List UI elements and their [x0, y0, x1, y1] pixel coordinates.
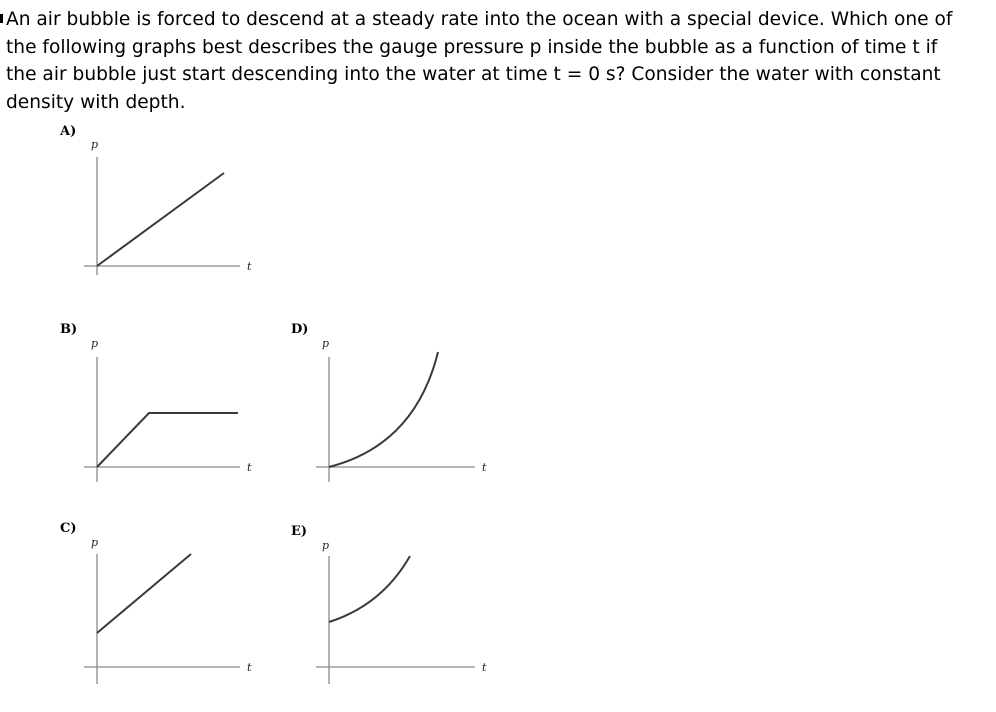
option-c-label: C)	[60, 521, 77, 536]
graph-option-a	[84, 138, 252, 275]
graph-b-x-axis-label: t	[247, 461, 252, 474]
graph-c-x-axis-label: t	[247, 661, 252, 674]
option-d-label: D)	[291, 322, 309, 337]
graph-option-d	[316, 337, 487, 482]
graph-a-y-axis-label: p	[91, 138, 99, 151]
graph-d-x-axis-label: t	[482, 461, 487, 474]
graph-b-y-axis-label: p	[91, 337, 99, 350]
graph-option-e	[316, 539, 487, 684]
graph-option-b	[84, 337, 252, 482]
option-a-label: A)	[60, 124, 77, 139]
graph-e-curve	[329, 556, 410, 622]
graph-option-c	[84, 536, 252, 684]
graph-d-curve	[329, 352, 438, 467]
graph-c-y-axis-label: p	[91, 536, 99, 549]
graph-d-y-axis-label: p	[322, 337, 330, 350]
graph-e-x-axis-label: t	[482, 661, 487, 674]
graph-a-curve	[97, 173, 224, 266]
graph-e-y-axis-label: p	[322, 539, 330, 552]
graph-c-curve	[97, 554, 191, 633]
graph-b-curve	[97, 413, 238, 467]
option-e-label: E)	[291, 524, 308, 539]
graph-a-x-axis-label: t	[247, 260, 252, 273]
question-text: An air bubble is forced to descend at a steady rate into the ocean with a special device. Which one of the following graphs best describes the gauge pressure p inside the bubble as a function of time t if the air bubble just start descending into the water at time t = 0 s? Consider the water with constant density with depth.	[6, 9, 953, 113]
option-b-label: B)	[60, 322, 78, 337]
